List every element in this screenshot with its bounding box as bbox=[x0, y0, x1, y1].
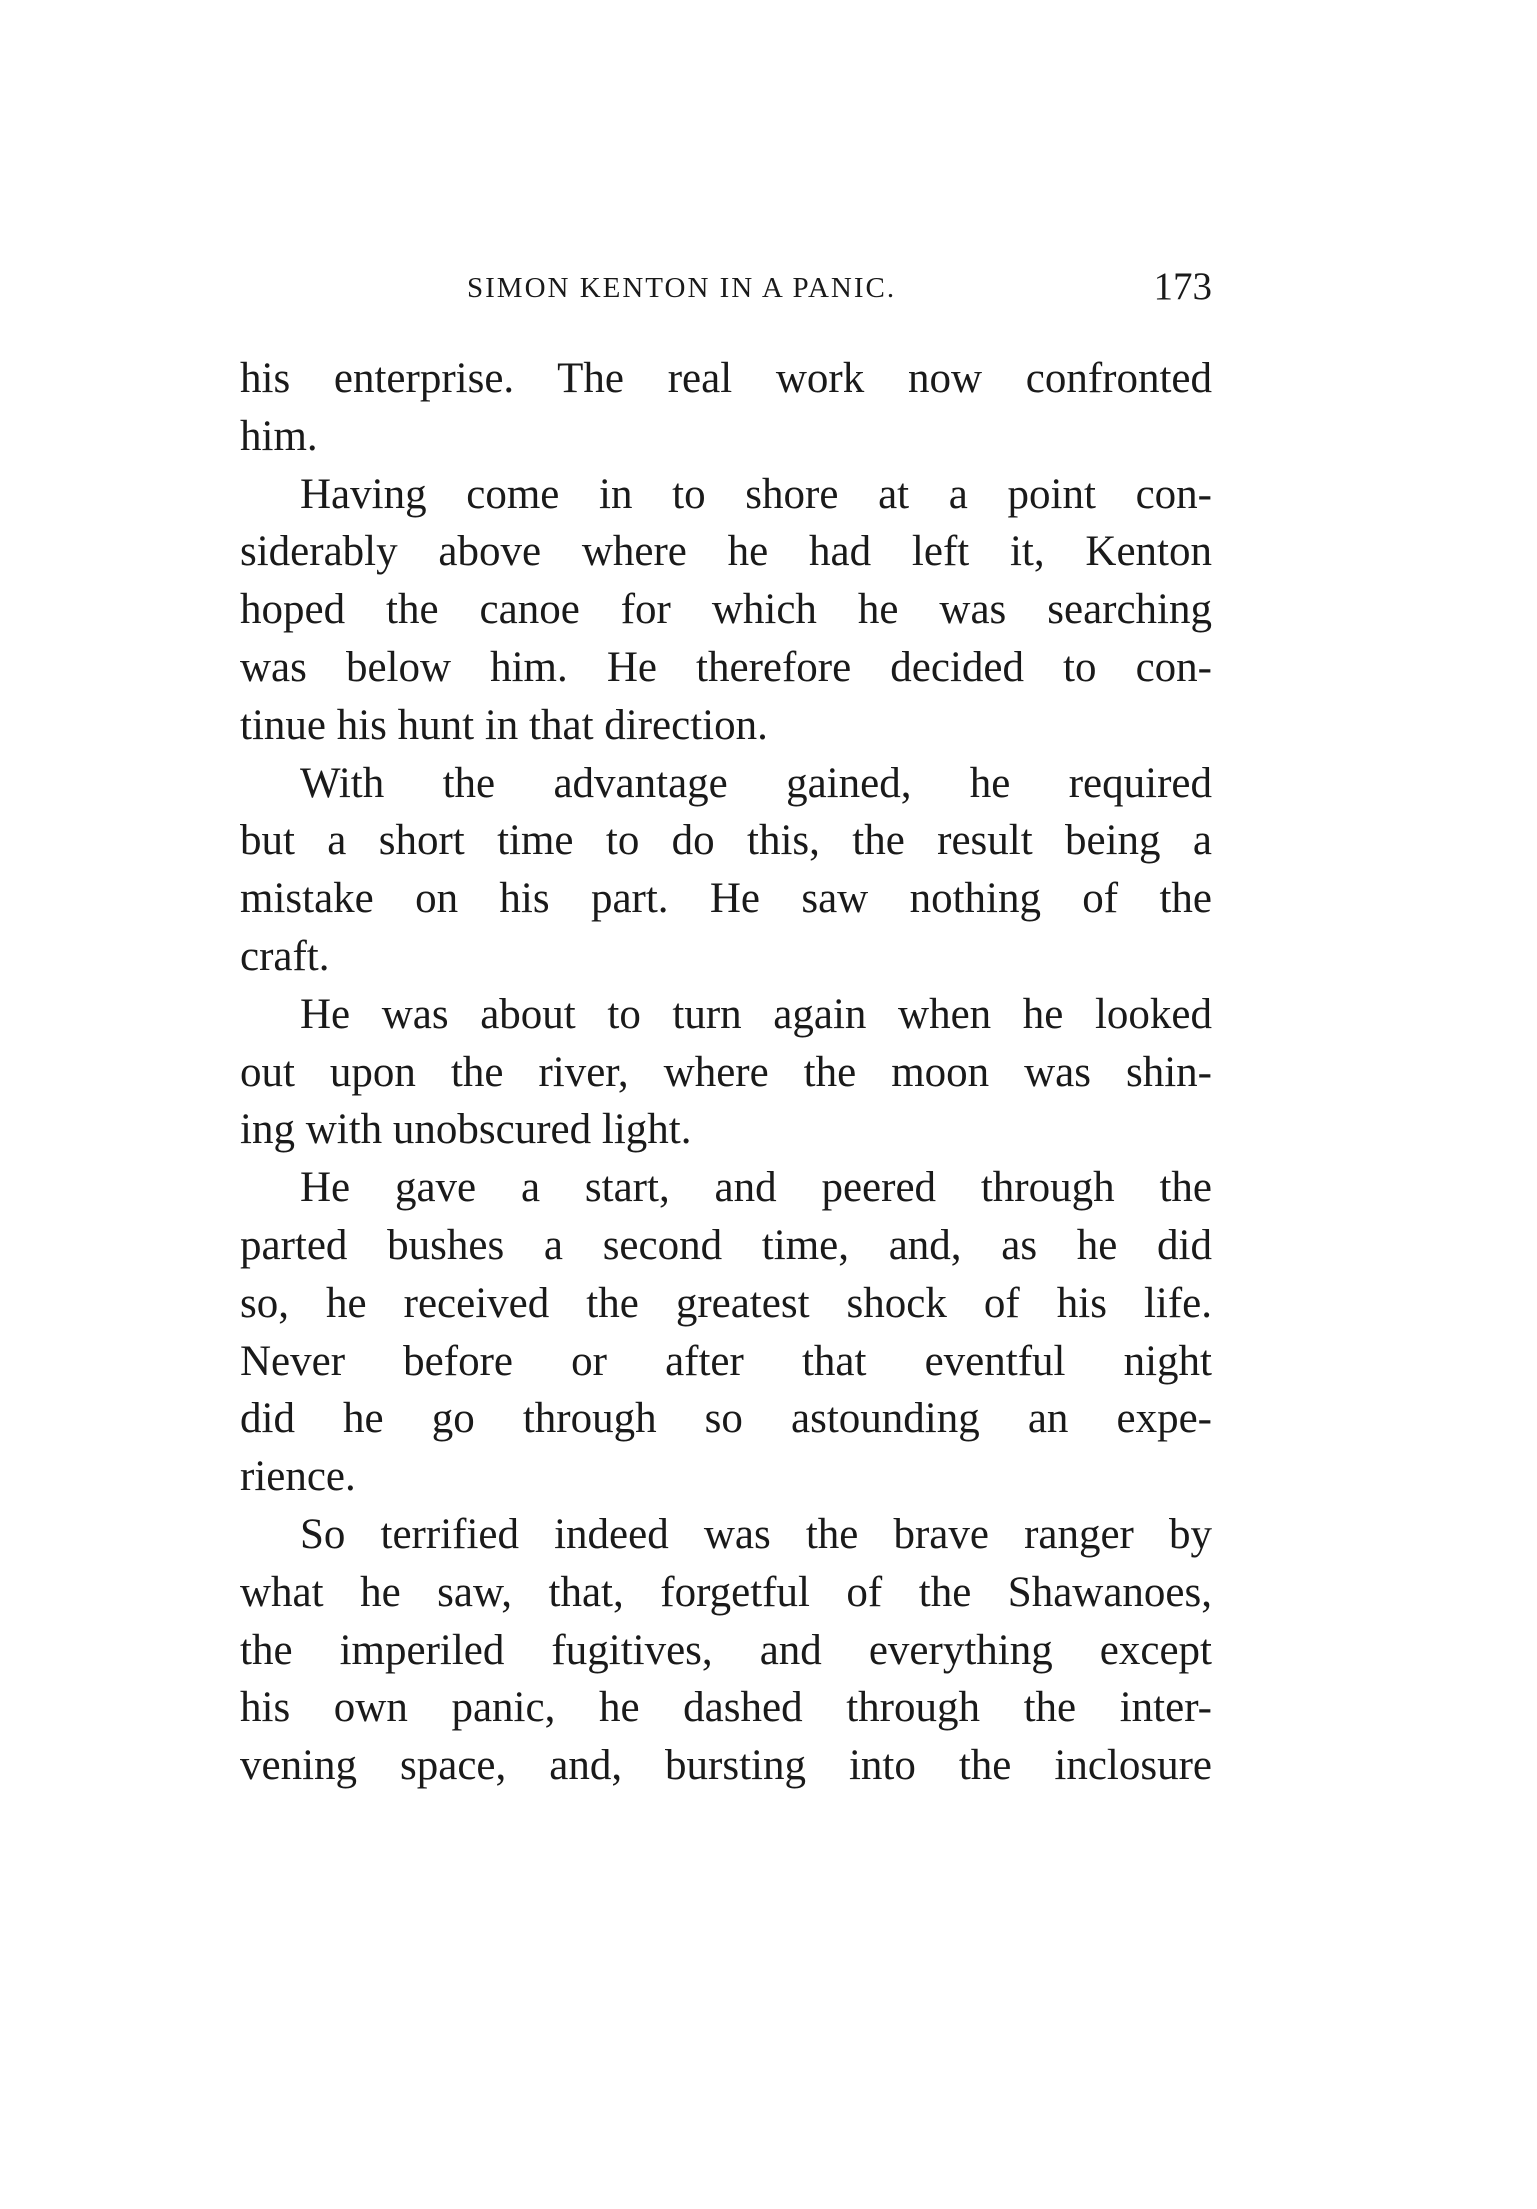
text-line: hoped the canoe for which he was searching bbox=[240, 586, 1212, 634]
text-line: what he saw, that, forgetful of the Shawanoes, bbox=[240, 1568, 1212, 1616]
text-line: was below him. He therefore decided to con- bbox=[240, 643, 1212, 691]
text-line: his enterprise. The real work now confronted bbox=[240, 355, 1212, 402]
paragraph bbox=[240, 466, 1212, 755]
page-number: 173 bbox=[1153, 265, 1212, 308]
text-line: but a short time to do this, the result being a bbox=[240, 817, 1212, 865]
text-line: He was about to turn again when he looked bbox=[300, 990, 1212, 1038]
text-line: did he go through so astounding an expe- bbox=[240, 1395, 1212, 1443]
text-line: the imperiled fugitives, and everything except bbox=[240, 1626, 1212, 1674]
body-text bbox=[240, 350, 1212, 1795]
text-line: He gave a start, and peered through the bbox=[300, 1164, 1212, 1212]
text-line: him. bbox=[240, 412, 318, 460]
running-title: SIMON KENTON IN A PANIC. bbox=[467, 272, 897, 304]
text-line: siderably above where he had left it, Kenton bbox=[240, 528, 1212, 576]
text-line: craft. bbox=[240, 932, 330, 980]
text-line: So terrified indeed was the brave ranger by bbox=[300, 1510, 1212, 1558]
running-head bbox=[240, 264, 1212, 312]
text-line: out upon the river, where the moon was shin- bbox=[240, 1048, 1212, 1096]
paragraph bbox=[240, 986, 1212, 1159]
paragraph bbox=[240, 1506, 1212, 1795]
paragraph bbox=[240, 1159, 1212, 1506]
text-line: Never before or after that eventful night bbox=[240, 1337, 1212, 1385]
paragraph bbox=[240, 350, 1212, 466]
text-line: rience. bbox=[240, 1453, 356, 1501]
text-line: ing with unobscured light. bbox=[240, 1106, 692, 1154]
text-line: With the advantage gained, he required bbox=[300, 759, 1212, 807]
text-line: Having come in to shore at a point con- bbox=[300, 470, 1212, 518]
paragraph bbox=[240, 755, 1212, 986]
text-line: mistake on his part. He saw nothing of the bbox=[240, 875, 1212, 923]
text-line: parted bushes a second time, and, as he did bbox=[240, 1221, 1212, 1269]
text-line: tinue his hunt in that direction. bbox=[240, 701, 768, 749]
text-line: so, he received the greatest shock of his life. bbox=[240, 1279, 1212, 1327]
text-line: vening space, and, bursting into the inclosure bbox=[240, 1742, 1212, 1790]
text-line: his own panic, he dashed through the inter- bbox=[240, 1684, 1212, 1732]
